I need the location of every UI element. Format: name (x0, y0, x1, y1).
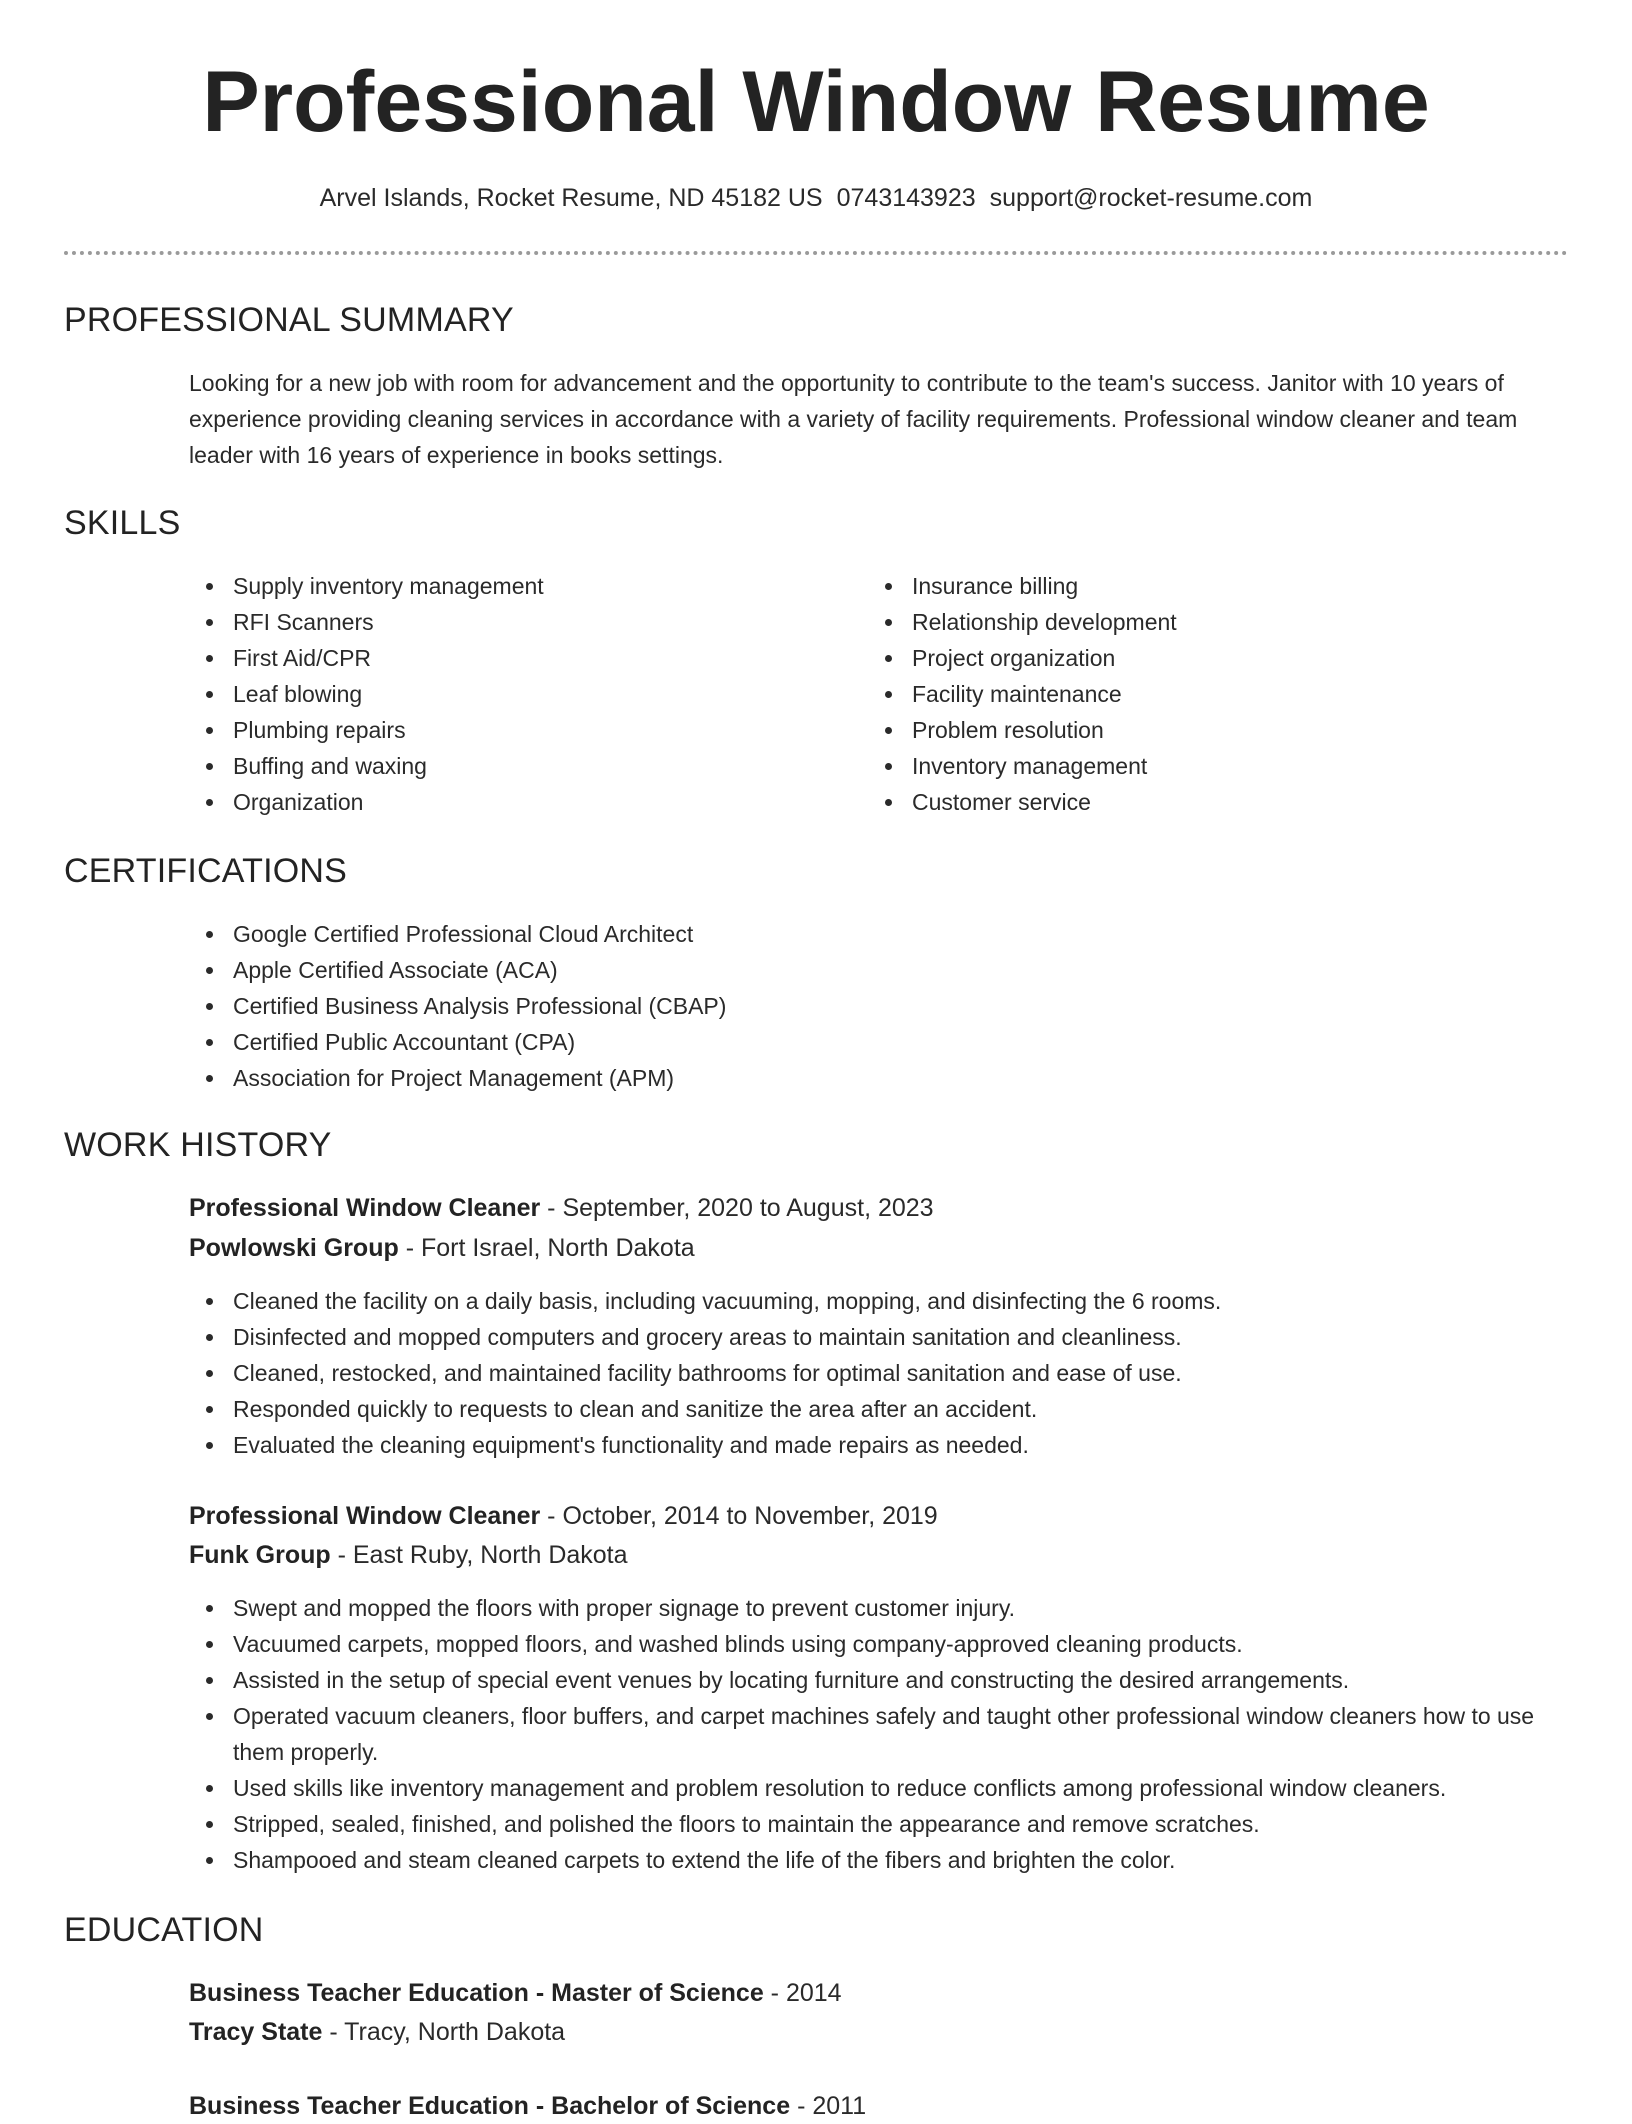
contact-phone: 0743143923 (836, 184, 976, 212)
job-dates: - September, 2020 to August, 2023 (540, 1194, 934, 1222)
job-bullet: Vacuumed carpets, mopped floors, and washed blinds using company-approved cleaning products. (189, 1626, 1579, 1662)
skill-item: Insurance billing (868, 568, 1508, 604)
skills-list-left (189, 568, 829, 820)
job-location: - Fort Israel, North Dakota (398, 1234, 695, 1262)
skills-list-right (868, 568, 1508, 820)
job-location: - East Ruby, North Dakota (330, 1541, 628, 1569)
work-history-heading: WORK HISTORY (64, 1126, 332, 1164)
job-company: Funk Group (189, 1541, 331, 1569)
job-bullet: Responded quickly to requests to clean and sanitize the area after an accident. (189, 1391, 1579, 1427)
summary-text: Looking for a new job with room for advancement and the opportunity to contribute to the team's success. Janitor with 10 years of experience providing cleaning services in accordance with a variety of facility requirements. Professional window cleaner and team leader with 16 years of experience in books settings. (189, 370, 1518, 468)
job-bullet: Operated vacuum cleaners, floor buffers, and carpet machines safely and taught other professional window cleaners how to use them properly. (189, 1698, 1579, 1770)
job-bullet: Stripped, sealed, finished, and polished the floors to maintain the appearance and remove scratches. (189, 1806, 1579, 1842)
summary-heading: PROFESSIONAL SUMMARY (64, 301, 514, 339)
skill-item: Leaf blowing (189, 676, 829, 712)
contact-email: support@rocket-resume.com (989, 184, 1313, 212)
job-bullet: Evaluated the cleaning equipment's functionality and made repairs as needed. (189, 1427, 1579, 1463)
job-title-line (189, 1498, 938, 1534)
skill-item: Customer service (868, 784, 1508, 820)
resume-name: Professional Window Resume (202, 54, 1430, 150)
skill-item: Project organization (868, 640, 1508, 676)
skill-item: Relationship development (868, 604, 1508, 640)
job-bullet: Disinfected and mopped computers and grocery areas to maintain sanitation and cleanliness. (189, 1319, 1579, 1355)
job-title-line (189, 1190, 934, 1226)
skill-item: RFI Scanners (189, 604, 829, 640)
certification-item: Certified Public Accountant (CPA) (189, 1024, 1529, 1060)
certification-item: Google Certified Professional Cloud Architect (189, 916, 1529, 952)
skill-item: Organization (189, 784, 829, 820)
certifications-list (189, 916, 1529, 1096)
job-bullets (189, 1590, 1579, 1878)
job-company-line (189, 1230, 695, 1266)
job-company: Powlowski Group (189, 1234, 399, 1262)
education-location: - Tracy, North Dakota (322, 2018, 566, 2046)
education-degree: Business Teacher Education - Master of Science (189, 1979, 764, 2007)
education-degree-line (189, 2088, 866, 2124)
education-school: Tracy State (189, 2018, 323, 2046)
skill-item: Inventory management (868, 748, 1508, 784)
certification-item: Association for Project Management (APM) (189, 1060, 1529, 1096)
job-dates: - October, 2014 to November, 2019 (540, 1502, 938, 1530)
job-bullet: Assisted in the setup of special event venues by locating furniture and constructing the desired arrangements. (189, 1662, 1579, 1698)
job-bullet: Cleaned, restocked, and maintained facility bathrooms for optimal sanitation and ease of use. (189, 1355, 1579, 1391)
job-role: Professional Window Cleaner (189, 1194, 541, 1222)
skill-item: Buffing and waxing (189, 748, 829, 784)
certification-item: Apple Certified Associate (ACA) (189, 952, 1529, 988)
job-bullets (189, 1283, 1579, 1463)
certification-item: Certified Business Analysis Professional (CBAP) (189, 988, 1529, 1024)
job-bullet: Cleaned the facility on a daily basis, including vacuuming, mopping, and disinfecting the 6 rooms. (189, 1283, 1579, 1319)
education-year: - 2014 (763, 1979, 842, 2007)
skill-item: Problem resolution (868, 712, 1508, 748)
job-bullet: Shampooed and steam cleaned carpets to extend the life of the fibers and brighten the color. (189, 1842, 1579, 1878)
job-company-line (189, 1537, 628, 1573)
skill-item: Plumbing repairs (189, 712, 829, 748)
certifications-heading: CERTIFICATIONS (64, 852, 348, 890)
education-degree: Business Teacher Education - Bachelor of Science (189, 2092, 791, 2120)
skill-item: First Aid/CPR (189, 640, 829, 676)
skill-item: Facility maintenance (868, 676, 1508, 712)
education-heading: EDUCATION (64, 1911, 264, 1949)
job-bullet: Used skills like inventory management and problem resolution to reduce conflicts among professional window cleaners. (189, 1770, 1579, 1806)
education-year: - 2011 (790, 2092, 867, 2120)
job-role: Professional Window Cleaner (189, 1502, 541, 1530)
education-degree-line (189, 1975, 842, 2011)
job-bullet: Swept and mopped the floors with proper signage to prevent customer injury. (189, 1590, 1579, 1626)
skill-item: Supply inventory management (189, 568, 829, 604)
header-divider (64, 251, 1568, 255)
contact-line (0, 180, 1632, 216)
skills-heading: SKILLS (64, 504, 181, 542)
contact-address: Arvel Islands, Rocket Resume, ND 45182 US (319, 184, 823, 212)
education-school-line (189, 2014, 565, 2050)
